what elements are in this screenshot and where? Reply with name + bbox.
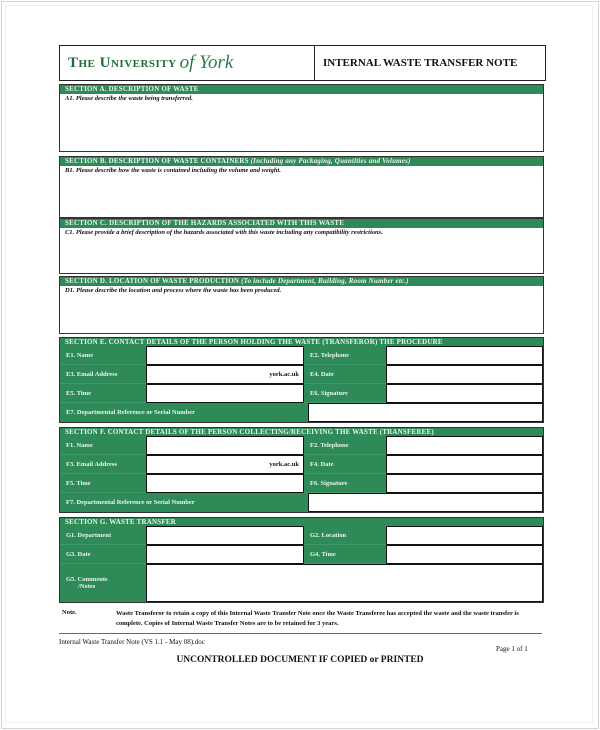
section-e-row: [60, 346, 543, 365]
e6-signature-field[interactable]: [386, 384, 543, 403]
g4-label: G4. Time: [304, 545, 386, 564]
f4-date-field[interactable]: [386, 455, 543, 474]
footer-filename: Internal Waste Transfer Note (VS 1.1 - May 08).doc: [59, 638, 205, 646]
e4-label: E4. Date: [304, 365, 386, 384]
f7-label: F7. Departmental Reference or Serial Number: [66, 499, 195, 506]
section-f: [59, 427, 544, 513]
f3-label: F3. Email Address: [60, 455, 146, 474]
section-d: [59, 276, 544, 334]
section-b-title: SECTION B. DESCRIPTION OF WASTE CONTAINERS: [65, 157, 249, 165]
e5-time-field[interactable]: [146, 384, 304, 403]
section-e-row: [60, 365, 543, 384]
g1-department-field[interactable]: [146, 526, 304, 545]
section-a-answer-area[interactable]: [60, 105, 543, 151]
section-c-answer-area[interactable]: [60, 239, 543, 273]
form-header: [59, 45, 546, 81]
e3-label: E3. Email Address: [60, 365, 146, 384]
section-g-heading: SECTION G. WASTE TRANSFER: [60, 518, 543, 526]
section-g-row: [60, 526, 543, 545]
section-e: [59, 337, 544, 423]
section-d-answer-area[interactable]: [60, 297, 543, 333]
section-b: [59, 156, 544, 218]
e5-label: E5. Time: [60, 384, 146, 403]
g1-label: G1. Department: [60, 526, 146, 545]
section-e-row: [60, 384, 543, 403]
g3-label: G3. Date: [60, 545, 146, 564]
f3-email-field[interactable]: york.ac.uk: [146, 455, 304, 474]
g5-label: [60, 564, 146, 602]
section-b-heading: [60, 157, 543, 166]
e7-label: E7. Departmental Reference or Serial Number: [66, 409, 196, 416]
f2-label: F2. Telephone: [304, 436, 386, 455]
g5-comments-field[interactable]: [146, 564, 543, 602]
footer-page-number: Page 1 of 1: [496, 645, 528, 653]
f4-label: F4. Date: [304, 455, 386, 474]
e3-email-field[interactable]: york.ac.uk: [146, 365, 304, 384]
note-label: Note.: [62, 609, 77, 616]
section-d-note: (To include Department, Building, Room Number etc.): [241, 277, 409, 285]
g5-label-line1: G5. Comments: [66, 576, 108, 583]
e4-date-field[interactable]: [386, 365, 543, 384]
e2-telephone-field[interactable]: [386, 346, 543, 365]
note-text: Waste Transferor to retain a copy of this Internal Waste Transfer Note once the Waste Transferee has accepted the waste and the waste transfer is complete. Copies of Internal Waste Transfer Notes are to be retained for 3 years.: [116, 610, 519, 627]
retention-note: [62, 609, 542, 629]
e6-label: E6. Signature: [304, 384, 386, 403]
section-a-question: A1. Please describe the waste being transferred.: [65, 95, 193, 102]
section-f-row: [60, 455, 543, 474]
footer-divider: [59, 633, 542, 634]
form-title: INTERNAL WASTE TRANSFER NOTE: [323, 57, 518, 69]
g2-label: G2. Location: [304, 526, 386, 545]
uncontrolled-notice: UNCONTROLLED DOCUMENT IF COPIED or PRINTED: [176, 655, 424, 665]
logo-script: of York: [179, 52, 234, 73]
f7-reference-field[interactable]: [308, 493, 543, 512]
section-g-row: [60, 564, 543, 602]
e7-reference-field[interactable]: [308, 403, 543, 422]
e1-label: E1. Name: [60, 346, 146, 365]
section-g: [59, 517, 544, 603]
e1-name-field[interactable]: [146, 346, 304, 365]
g2-location-field[interactable]: [386, 526, 543, 545]
university-logo: [60, 46, 315, 80]
g5-label-line2: /Notes: [78, 583, 96, 590]
section-b-question: B1. Please describe how the waste is contained including the volume and weight.: [65, 167, 281, 174]
section-b-answer-area[interactable]: [60, 177, 543, 217]
section-a-heading: [60, 85, 543, 94]
g3-date-field[interactable]: [146, 545, 304, 564]
logo-text: The University: [68, 54, 177, 71]
e2-label: E2. Telephone: [304, 346, 386, 365]
f5-label: F5. Time: [60, 474, 146, 493]
section-f-heading: SECTION F. CONTACT DETAILS OF THE PERSON COLLECTING/RECEIVING THE WASTE (TRANSFEREE): [60, 428, 543, 436]
section-b-note: (Including any Packaging, Quantities and Volumes): [250, 157, 411, 165]
section-e-heading: SECTION E. CONTACT DETAILS OF THE PERSON HOLDING THE WASTE (TRANSFEROR) THE PROCEDURE: [60, 338, 543, 346]
section-e-row: [60, 403, 543, 422]
f5-time-field[interactable]: [146, 474, 304, 493]
section-c-heading: [60, 219, 543, 228]
f6-label: F6. Signature: [304, 474, 386, 493]
section-a-title: SECTION A. DESCRIPTION OF WASTE: [65, 85, 199, 93]
f2-telephone-field[interactable]: [386, 436, 543, 455]
f6-signature-field[interactable]: [386, 474, 543, 493]
section-f-row: [60, 474, 543, 493]
f1-name-field[interactable]: [146, 436, 304, 455]
g4-time-field[interactable]: [386, 545, 543, 564]
section-c: [59, 218, 544, 274]
section-d-title: SECTION D. LOCATION OF WASTE PRODUCTION: [65, 277, 240, 285]
section-d-heading: [60, 277, 543, 286]
f1-label: F1. Name: [60, 436, 146, 455]
section-g-row: [60, 545, 543, 564]
section-c-question: C1. Please provide a brief description of the hazards associated with this waste including any compatibility restrictions.: [65, 229, 383, 236]
section-a: [59, 84, 544, 152]
section-c-title: SECTION C. DESCRIPTION OF THE HAZARDS ASSOCIATED WITH THIS WASTE: [65, 219, 345, 227]
section-d-question: D1. Please describe the location and process where the waste has been produced.: [65, 287, 282, 294]
section-f-row: [60, 436, 543, 455]
section-f-row: [60, 493, 543, 512]
